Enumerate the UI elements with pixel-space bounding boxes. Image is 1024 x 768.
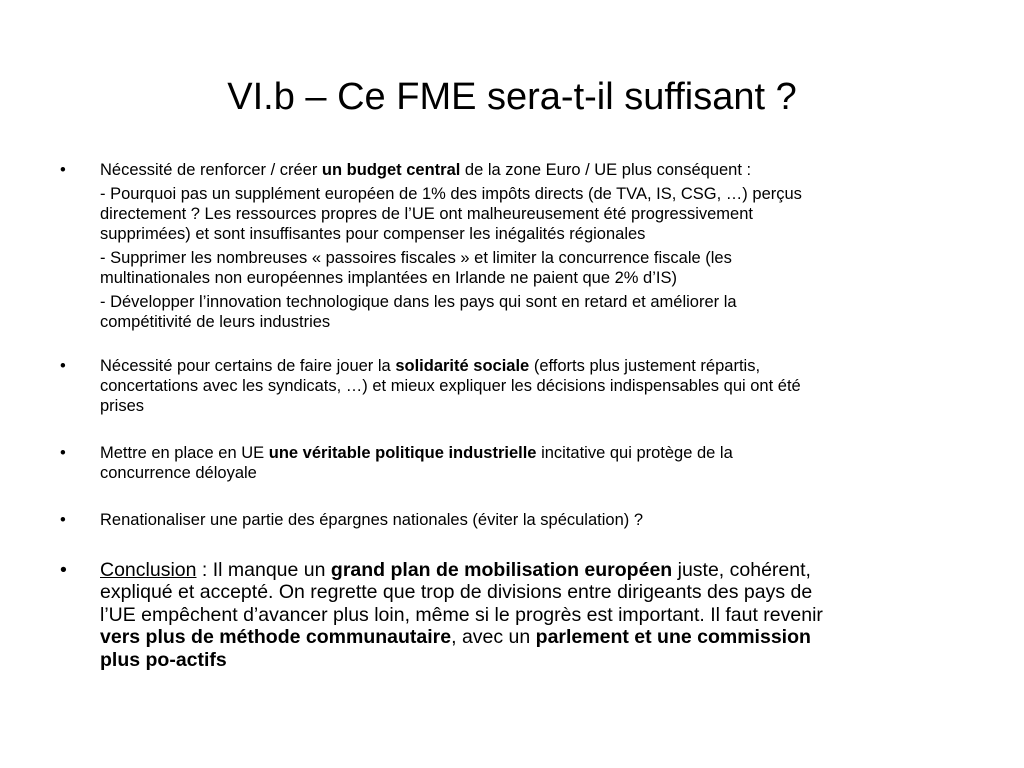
sub-point-innovation: - Développer l’innovation technologique dans les pays qui sont en retard et améliorer la compétitivité de leurs industries <box>100 293 737 331</box>
bullet-body: Conclusion : Il manque un grand plan de mobilisation européen juste, cohérent, expliqué et accepté. On regrette que trop de divisions entre dirigeants des pays de l’UE empêchent d’avancer plus loin, même si le progrès est important. Il faut revenir vers plus de méthode communautaire, avec un parlement et une commission plus po-actifs <box>100 559 823 671</box>
bullet-point-icon: • <box>60 559 67 581</box>
bullet-body <box>100 160 960 332</box>
bullet-body: Nécessité pour certains de faire jouer la solidarité sociale (efforts plus justement répartis, concertations avec les syndicats, …) et mieux expliquer les décisions indispensables qui ont été prises <box>100 357 801 415</box>
bullet-point-icon: • <box>60 511 66 529</box>
slide-title: VI.b – Ce FME sera-t-il suffisant ? <box>227 76 797 118</box>
sub-point-fiscal: - Supprimer les nombreuses « passoires fiscales » et limiter la concurrence fiscale (les multinationales non européennes implantées en Irlande ne paient que 2% d’IS) <box>100 249 732 287</box>
bullet-line: Nécessité de renforcer / créer un budget central de la zone Euro / UE plus conséquent : <box>100 161 752 179</box>
bullet-body: Renationaliser une partie des épargnes nationales (éviter la spéculation) ? <box>100 511 644 529</box>
bullet-point-icon: • <box>60 357 66 375</box>
bullet-item-renationalise <box>60 510 960 530</box>
sub-point-tva: - Pourquoi pas un supplément européen de 1% des impôts directs (de TVA, IS, CSG, …) perçus directement ? Les ressources propres de l’UE ont malheureusement été progressivement supprimées) et sont insuffisantes pour compenser les inégalités régionales <box>100 185 802 243</box>
bullet-point-icon: • <box>60 161 66 179</box>
conclusion-label: Conclusion <box>100 559 197 581</box>
bullet-body: Mettre en place en UE une véritable politique industrielle incitative qui protège de la concurrence déloyale <box>100 444 733 482</box>
bullet-point-icon: • <box>60 444 66 462</box>
bullet-item-budget <box>60 160 960 332</box>
bullet-item-industrial-policy <box>60 443 960 483</box>
bullet-item-conclusion <box>60 559 960 671</box>
bullet-item-solidarity <box>60 356 960 416</box>
